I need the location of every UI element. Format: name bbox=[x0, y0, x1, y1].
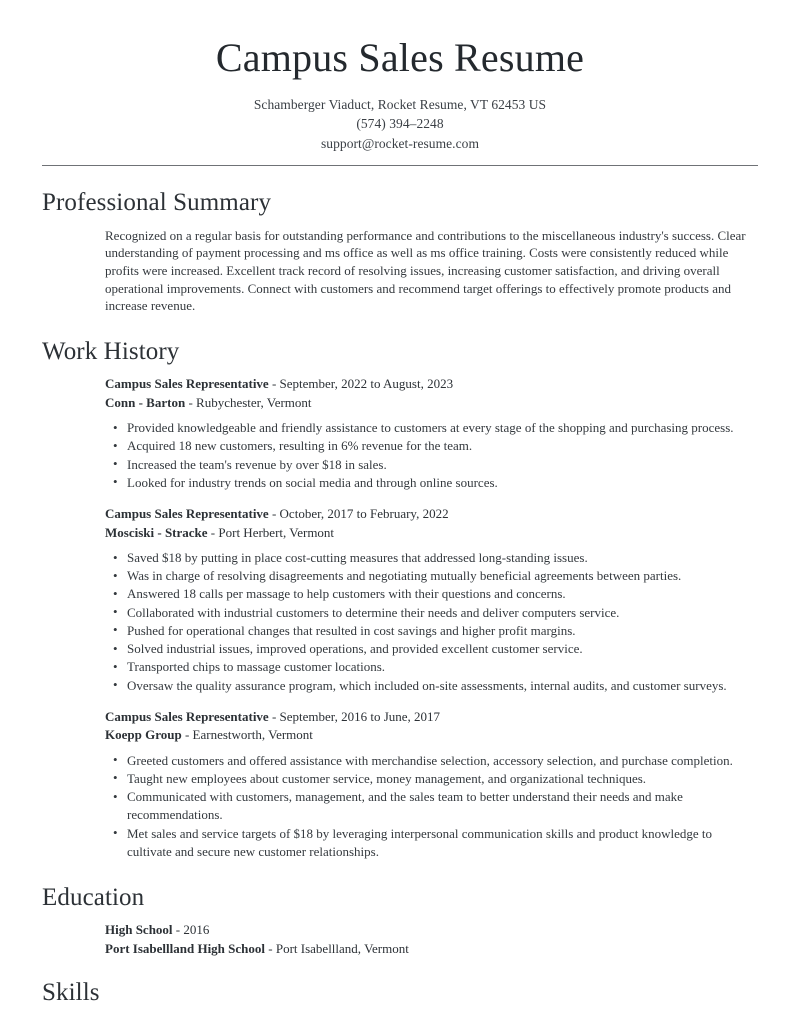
job-location: Earnestworth, Vermont bbox=[192, 727, 313, 743]
professional-summary-text: Recognized on a regular basis for outstanding performance and contributions to the miscellaneous industry's success. Clear understanding of payment processing and ms office as well as ms office training. Costs were consistently reduced while profits were increased. Excellent track record of resolving issues, increasing customer satisfaction, and driving overall operational improvements. Connect with customers and recommend target offerings to effectively promote products and increase revenue. bbox=[105, 227, 746, 314]
work-history-entry bbox=[105, 375, 758, 492]
contact-info bbox=[0, 95, 800, 154]
job-company-line bbox=[105, 394, 758, 413]
education-degree: High School bbox=[105, 922, 173, 938]
job-separator: - bbox=[210, 524, 216, 540]
job-location: Port Herbert, Vermont bbox=[218, 524, 335, 540]
header-divider bbox=[42, 165, 758, 166]
job-bullet: • Was in charge of resolving disagreements and negotiating mutually beneficial agreements between parties. bbox=[105, 567, 758, 585]
section-heading-work-history: Work History bbox=[42, 337, 180, 365]
job-separator: - bbox=[271, 376, 277, 392]
job-bullet: • Taught new employees about customer service, money management, and organizational techniques. bbox=[105, 770, 758, 788]
job-title: Campus Sales Representative bbox=[105, 506, 269, 522]
job-bullet: • Solved industrial issues, improved operations, and provided excellent customer service. bbox=[105, 640, 758, 658]
professional-summary-body bbox=[42, 227, 758, 315]
job-bullet: • Oversaw the quality assurance program, which included on-site assessments, internal audits, and customer surveys. bbox=[105, 677, 758, 695]
job-bullet: • Transported chips to massage customer locations. bbox=[105, 658, 758, 676]
job-dates: October, 2017 to February, 2022 bbox=[279, 506, 449, 522]
job-separator: - bbox=[184, 727, 190, 743]
job-bullet: • Looked for industry trends on social media and through online sources. bbox=[105, 474, 758, 492]
education-entry bbox=[105, 921, 758, 958]
job-company: Koepp Group bbox=[105, 727, 182, 743]
contact-address: Schamberger Viaduct, Rocket Resume, VT 62453 US bbox=[253, 96, 547, 112]
job-bullet: • Saved $18 by putting in place cost-cutting measures that addressed long-standing issues. bbox=[105, 549, 758, 567]
education-separator: - bbox=[268, 940, 273, 956]
job-bullet-list bbox=[105, 419, 758, 492]
job-bullet: • Provided knowledgeable and friendly assistance to customers at every stage of the shopping and purchasing process. bbox=[105, 419, 758, 437]
contact-email: support@rocket-resume.com bbox=[320, 135, 479, 151]
job-bullet: • Met sales and service targets of $18 by leveraging interpersonal communication skills and product knowledge to cultivate and secure new customer relationships. bbox=[105, 825, 758, 861]
education-year: 2016 bbox=[183, 922, 210, 938]
section-heading-skills: Skills bbox=[42, 979, 100, 1007]
job-dates: September, 2016 to June, 2017 bbox=[279, 708, 441, 724]
job-bullet-list bbox=[105, 752, 758, 861]
contact-phone: (574) 394–2248 bbox=[356, 116, 444, 132]
job-bullet: • Answered 18 calls per massage to help customers with their questions and concerns. bbox=[105, 585, 758, 603]
education-body bbox=[42, 921, 758, 958]
education-school-line bbox=[105, 940, 758, 959]
job-title: Campus Sales Representative bbox=[105, 708, 269, 724]
education-location: Port Isabellland, Vermont bbox=[275, 940, 409, 956]
job-company-line bbox=[105, 524, 758, 543]
section-professional-summary bbox=[0, 188, 800, 314]
job-dates: September, 2022 to August, 2023 bbox=[279, 376, 454, 392]
job-title: Campus Sales Representative bbox=[105, 376, 269, 392]
job-title-line bbox=[105, 375, 758, 394]
job-company: Conn - Barton bbox=[105, 394, 186, 410]
job-bullet: • Acquired 18 new customers, resulting in 6% revenue for the team. bbox=[105, 437, 758, 455]
job-bullet: • Greeted customers and offered assistance with merchandise selection, accessory selection, and purchase completion. bbox=[105, 752, 758, 770]
job-separator: - bbox=[188, 394, 193, 410]
education-school: Port Isabellland High School bbox=[105, 940, 265, 956]
job-title-line bbox=[105, 505, 758, 524]
section-education bbox=[0, 883, 800, 959]
section-heading-education: Education bbox=[42, 883, 145, 911]
work-history-entry bbox=[105, 708, 758, 861]
job-company: Mosciski - Stracke bbox=[105, 524, 208, 540]
work-history-body bbox=[42, 375, 758, 861]
work-history-entry bbox=[105, 505, 758, 695]
job-bullet: • Collaborated with industrial customers to determine their needs and deliver computers service. bbox=[105, 604, 758, 622]
job-separator: - bbox=[271, 506, 277, 522]
education-separator: - bbox=[175, 922, 181, 938]
job-company-line bbox=[105, 726, 758, 745]
page-title: Campus Sales Resume bbox=[215, 35, 585, 80]
section-skills bbox=[0, 978, 800, 1008]
education-degree-line bbox=[105, 921, 758, 940]
job-bullet: • Increased the team's revenue by over $18 in sales. bbox=[105, 456, 758, 474]
resume-header bbox=[0, 0, 800, 153]
job-bullet-list bbox=[105, 549, 758, 695]
job-separator: - bbox=[271, 708, 277, 724]
job-location: Rubychester, Vermont bbox=[196, 394, 312, 410]
job-bullet: • Communicated with customers, management, and the sales team to better understand their needs and make recommendations. bbox=[105, 788, 758, 824]
job-bullet: • Pushed for operational changes that resulted in cost savings and higher profit margins. bbox=[105, 622, 758, 640]
section-heading-professional-summary: Professional Summary bbox=[42, 189, 272, 217]
section-work-history bbox=[0, 337, 800, 861]
job-title-line bbox=[105, 708, 758, 727]
